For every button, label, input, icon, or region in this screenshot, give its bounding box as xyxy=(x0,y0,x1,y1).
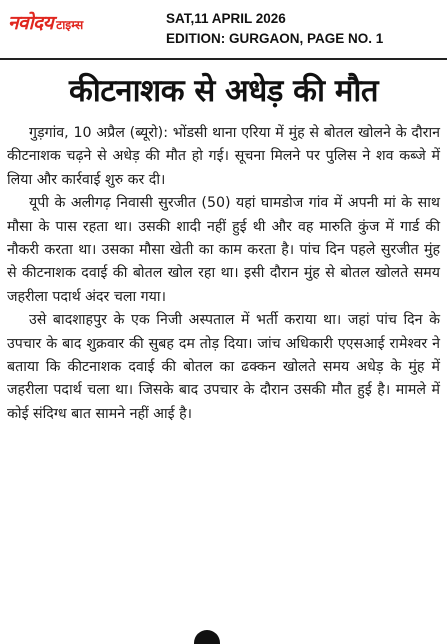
article-paragraph: गुड़गांव, 10 अप्रैल (ब्यूरो): भोंडसी थाना एरिया में मुंह से बोतल खोलने के दौरान कीटनाशक चढ़ने से अधेड़ की मौत हो गई। सूचना मिलने पर पुलिस ने शव कब्जे में लिया और कार्रवाई शुरु कर दी। xyxy=(7,125,440,188)
publication-date: SAT,11 APRIL 2026 xyxy=(166,11,286,26)
edition-page: EDITION: GURGAON, PAGE NO. 1 xyxy=(166,31,384,46)
article-paragraph: यूपी के अलीगढ़ निवासी सुरजीत (50) यहां घामडोज गांव में अपनी मां के साथ मौसा के पास रहता था। उसकी शादी नहीं हुई थी और वह मारुति कुंज में गार्ड की नौकरी करता था। उसका मौसा खेती का काम करता है। पांच दिन पहले सुरजीत मुंह से कीटनाशक दवाई की बोतल खोल रहा था। इसी दौरान मुंह से बोतल खोलते समय जहरीला पदार्थ अंदर चला गया। xyxy=(7,195,440,305)
newspaper-logo xyxy=(8,9,83,35)
article-body xyxy=(7,122,440,426)
edition-info xyxy=(166,9,383,49)
masthead xyxy=(0,0,447,60)
logo-wordmark: नवोदय xyxy=(8,12,54,34)
header-divider xyxy=(0,58,447,60)
next-article-fragment xyxy=(194,630,220,644)
article-headline: कीटनाशक से अधेड़ की मौत xyxy=(68,73,379,109)
article-paragraph: उसे बादशाहपुर के एक निजी अस्पताल में भर्ती कराया था। जहां पांच दिन के उपचार के बाद शुक्रवार की सुबह दम तोड़ दिया। जांच अधिकारी एएसआई रामेश्वर ने बताया कि कीटनाशक दवाई की बोतल का ढक्कन खोलते समय अधेड़ के मुंह में जहरीला पदार्थ चला था। जिसके बाद उपचार के दौरान उसकी मौत हुई है। मामले में कोई संदिग्ध बात सामने नहीं आई है। xyxy=(7,312,440,422)
logo-subtitle: टाइम्स xyxy=(56,18,84,32)
